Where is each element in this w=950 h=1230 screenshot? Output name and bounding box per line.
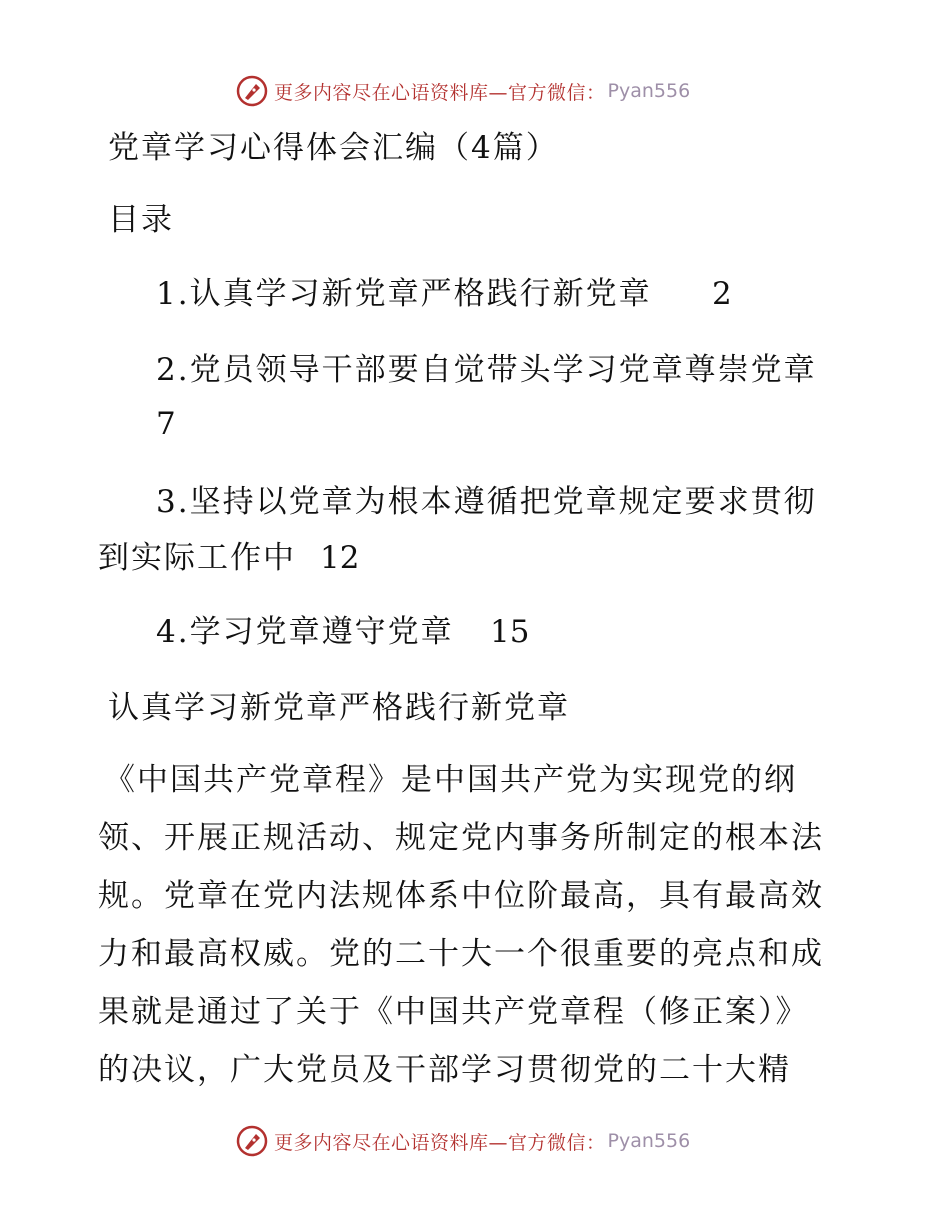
toc-item-label: 2.党员领导干部要自觉带头学习党章尊崇党章 bbox=[156, 352, 817, 388]
toc-item-label-line1: 3.坚持以党章为根本遵循把党章规定要求贯彻 bbox=[156, 484, 817, 520]
watermark-footer bbox=[236, 1124, 690, 1158]
body-line: 《中国共产党章程》是中国共产党为实现党的纲 bbox=[104, 762, 797, 798]
toc-item-label: 4.学习党章遵守党章 bbox=[156, 614, 454, 650]
toc-item-page: 2 bbox=[712, 276, 732, 312]
pen-nib-logo-icon bbox=[236, 75, 268, 107]
toc-item-page: 12 bbox=[320, 540, 360, 576]
toc-item-page: 7 bbox=[156, 406, 176, 442]
body-line: 果就是通过了关于《中国共产党章程（修正案）》 bbox=[98, 994, 809, 1030]
toc-item-label-line2: 到实际工作中 bbox=[98, 540, 296, 576]
watermark-text: 更多内容尽在心语资料库—官方微信： bbox=[274, 1131, 606, 1154]
watermark-text: 更多内容尽在心语资料库—官方微信： bbox=[274, 81, 606, 104]
body-line: 力和最高权威。党的二十大一个很重要的亮点和成 bbox=[98, 936, 824, 972]
article-title: 认真学习新党章严格践行新党章 bbox=[108, 690, 570, 726]
toc-item-page: 15 bbox=[490, 614, 530, 650]
body-line: 的决议，广大党员及干部学习贯彻党的二十大精 bbox=[98, 1052, 791, 1088]
watermark-contact: Pyan556 bbox=[607, 1130, 691, 1152]
toc-heading: 目录 bbox=[108, 202, 174, 238]
toc-item-label: 1.认真学习新党章严格践行新党章 bbox=[156, 276, 652, 312]
document-title: 党章学习心得体会汇编（4篇） bbox=[108, 130, 559, 166]
watermark-header bbox=[236, 74, 690, 108]
body-line: 领、开展正规活动、规定党内事务所制定的根本法 bbox=[98, 820, 824, 856]
watermark-contact: Pyan556 bbox=[607, 80, 691, 102]
body-line: 规。党章在党内法规体系中位阶最高，具有最高效 bbox=[98, 878, 824, 914]
pen-nib-logo-icon bbox=[236, 1125, 268, 1157]
